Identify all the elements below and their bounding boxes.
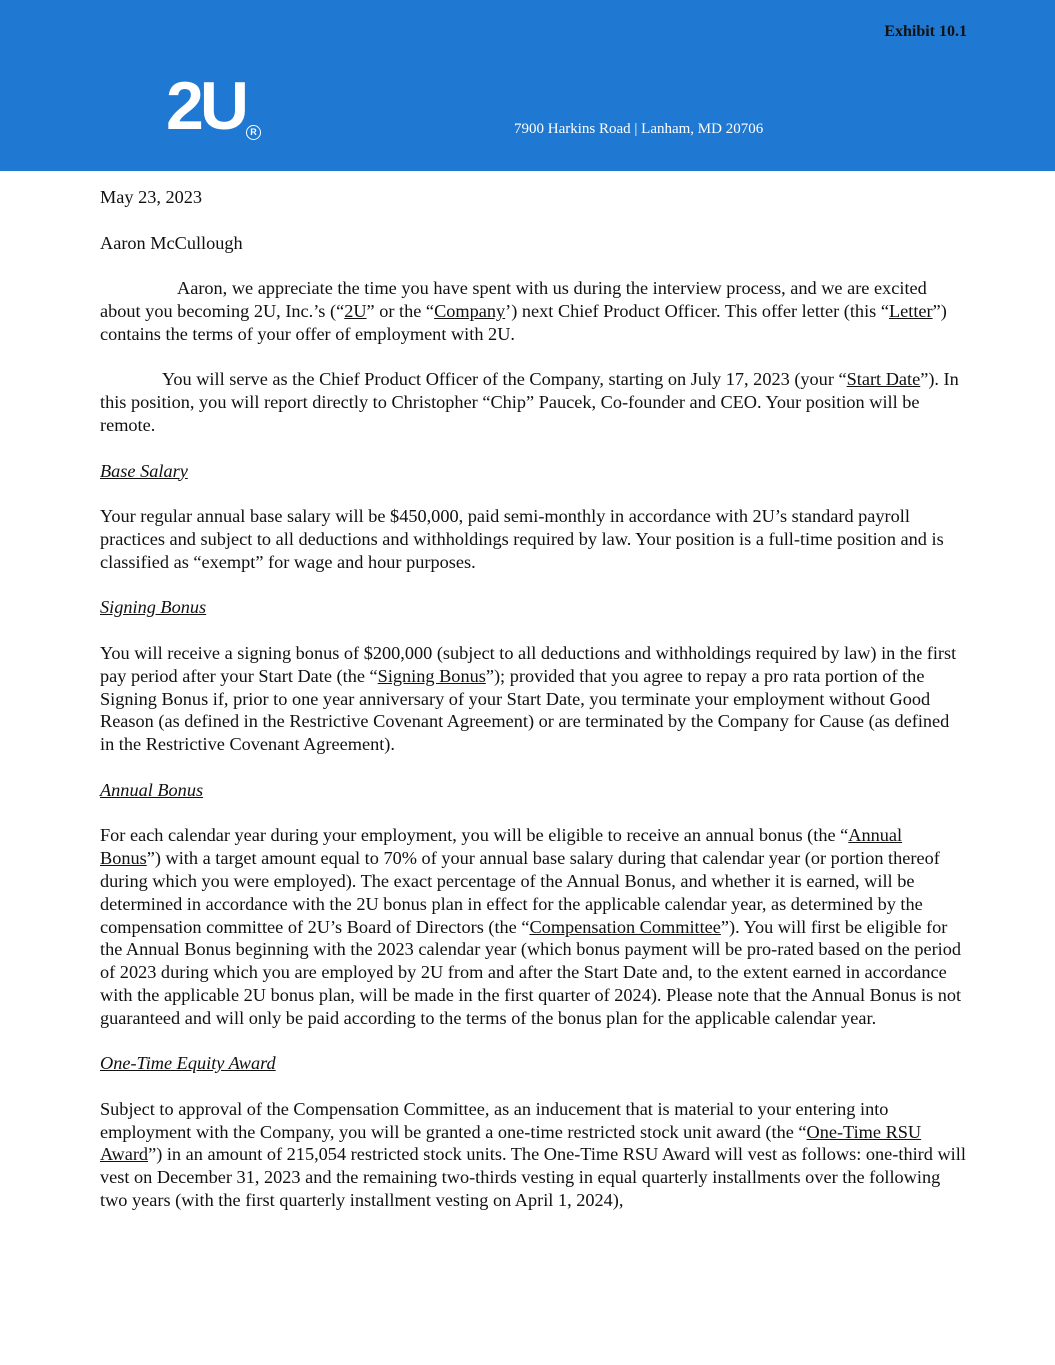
position-paragraph: You will serve as the Chief Product Officer of the Company, starting on July 17, 2023 (your “Start Date”). In this position, you will report directly to Christopher “Chip” Paucek, Co-founder and CEO. Your position will be remote.	[100, 369, 959, 435]
intro-paragraph: Aaron, we appreciate the time you have spent with us during the interview process, and we are excited about you becoming 2U, Inc.’s (“2U” or the “Company’) next Chief Product Officer. This offer letter (this “Letter”) contains the terms of your offer of employment with 2U.	[100, 278, 947, 344]
company-address: 7900 Harkins Road | Lanham, MD 20706	[514, 121, 764, 137]
section-heading-annual-bonus: Annual Bonus	[100, 779, 204, 800]
registered-mark-icon: R	[246, 125, 261, 140]
defined-term: Signing Bonus	[377, 665, 486, 686]
signing-bonus-paragraph: You will receive a signing bonus of $200,000 (subject to all deductions and withholdings required by law) in the first pay period after your Start Date (the “Signing Bonus”); provided that you agree to repay a pro rata portion of the Signing Bonus if, prior to one year anniversary of your Start Date, you terminate your employment without Good Reason (as defined in the Restrictive Covenant Agreement) or are terminated by the Company for Cause (as defined in the Restrictive Covenant Agreement).	[100, 642, 957, 755]
letter-date: May 23, 2023	[100, 187, 203, 207]
defined-term: Letter	[888, 300, 933, 321]
section-heading-signing-bonus: Signing Bonus	[100, 597, 207, 618]
recipient-name: Aaron McCullough	[100, 232, 243, 253]
defined-term: One-Time RSU Award	[100, 1121, 922, 1165]
defined-term: Start Date	[846, 369, 921, 390]
exhibit-label: Exhibit 10.1	[884, 23, 967, 40]
defined-term: Company	[434, 300, 506, 321]
annual-bonus-paragraph: For each calendar year during your employment, you will be eligible to receive an annual bonus (the “Annual Bonus”) with a target amount equal to 70% of your annual base salary during that calendar year (or portion thereof during which you were employed). The exact percentage of the Annual Bonus, and whether it is earned, will be determined in accordance with the 2U bonus plan in effect for the applicable calendar year, as determined by the compensation committee of 2U’s Board of Directors (the “Compensation Committee”). You will first be eligible for the Annual Bonus beginning with the 2023 calendar year (which bonus payment will be pro-rated based on the period of 2023 during which you are employed by 2U from and after the Start Date and, to the extent earned in accordance with the applicable 2U bonus plan, will be made in the first quarter of 2024). Please note that the Annual Bonus is not guaranteed and will only be paid according to the terms of the bonus plan for the applicable calendar year.	[100, 825, 962, 1028]
defined-term: 2U	[344, 300, 367, 321]
defined-term: Compensation Committee	[529, 916, 721, 937]
base-salary-paragraph: Your regular annual base salary will be $450,000, paid semi-monthly in accordance with 2U’s standard payroll practices and subject to all deductions and withholdings required by law. Your position is a full-time position and is classified as “exempt” for wage and hour purposes.	[100, 506, 944, 572]
company-logo: 2U	[166, 68, 245, 144]
letterhead-banner	[0, 0, 1055, 171]
equity-award-paragraph: Subject to approval of the Compensation Committee, as an inducement that is material to your entering into employment with the Company, you will be granted a one-time restricted stock unit award (the “One-Time RSU Award”) in an amount of 215,054 restricted stock units. The One-Time RSU Award will vest as follows: one-third will vest on December 31, 2023 and the remaining two-thirds vesting in equal quarterly installments over the following two years (with the first quarterly installment vesting on April 1, 2024),	[100, 1098, 966, 1211]
defined-term: Annual Bonus	[100, 825, 903, 869]
letter-body	[100, 186, 966, 1235]
section-heading-base-salary: Base Salary	[100, 460, 188, 481]
section-heading-equity-award: One-Time Equity Award	[100, 1053, 276, 1074]
